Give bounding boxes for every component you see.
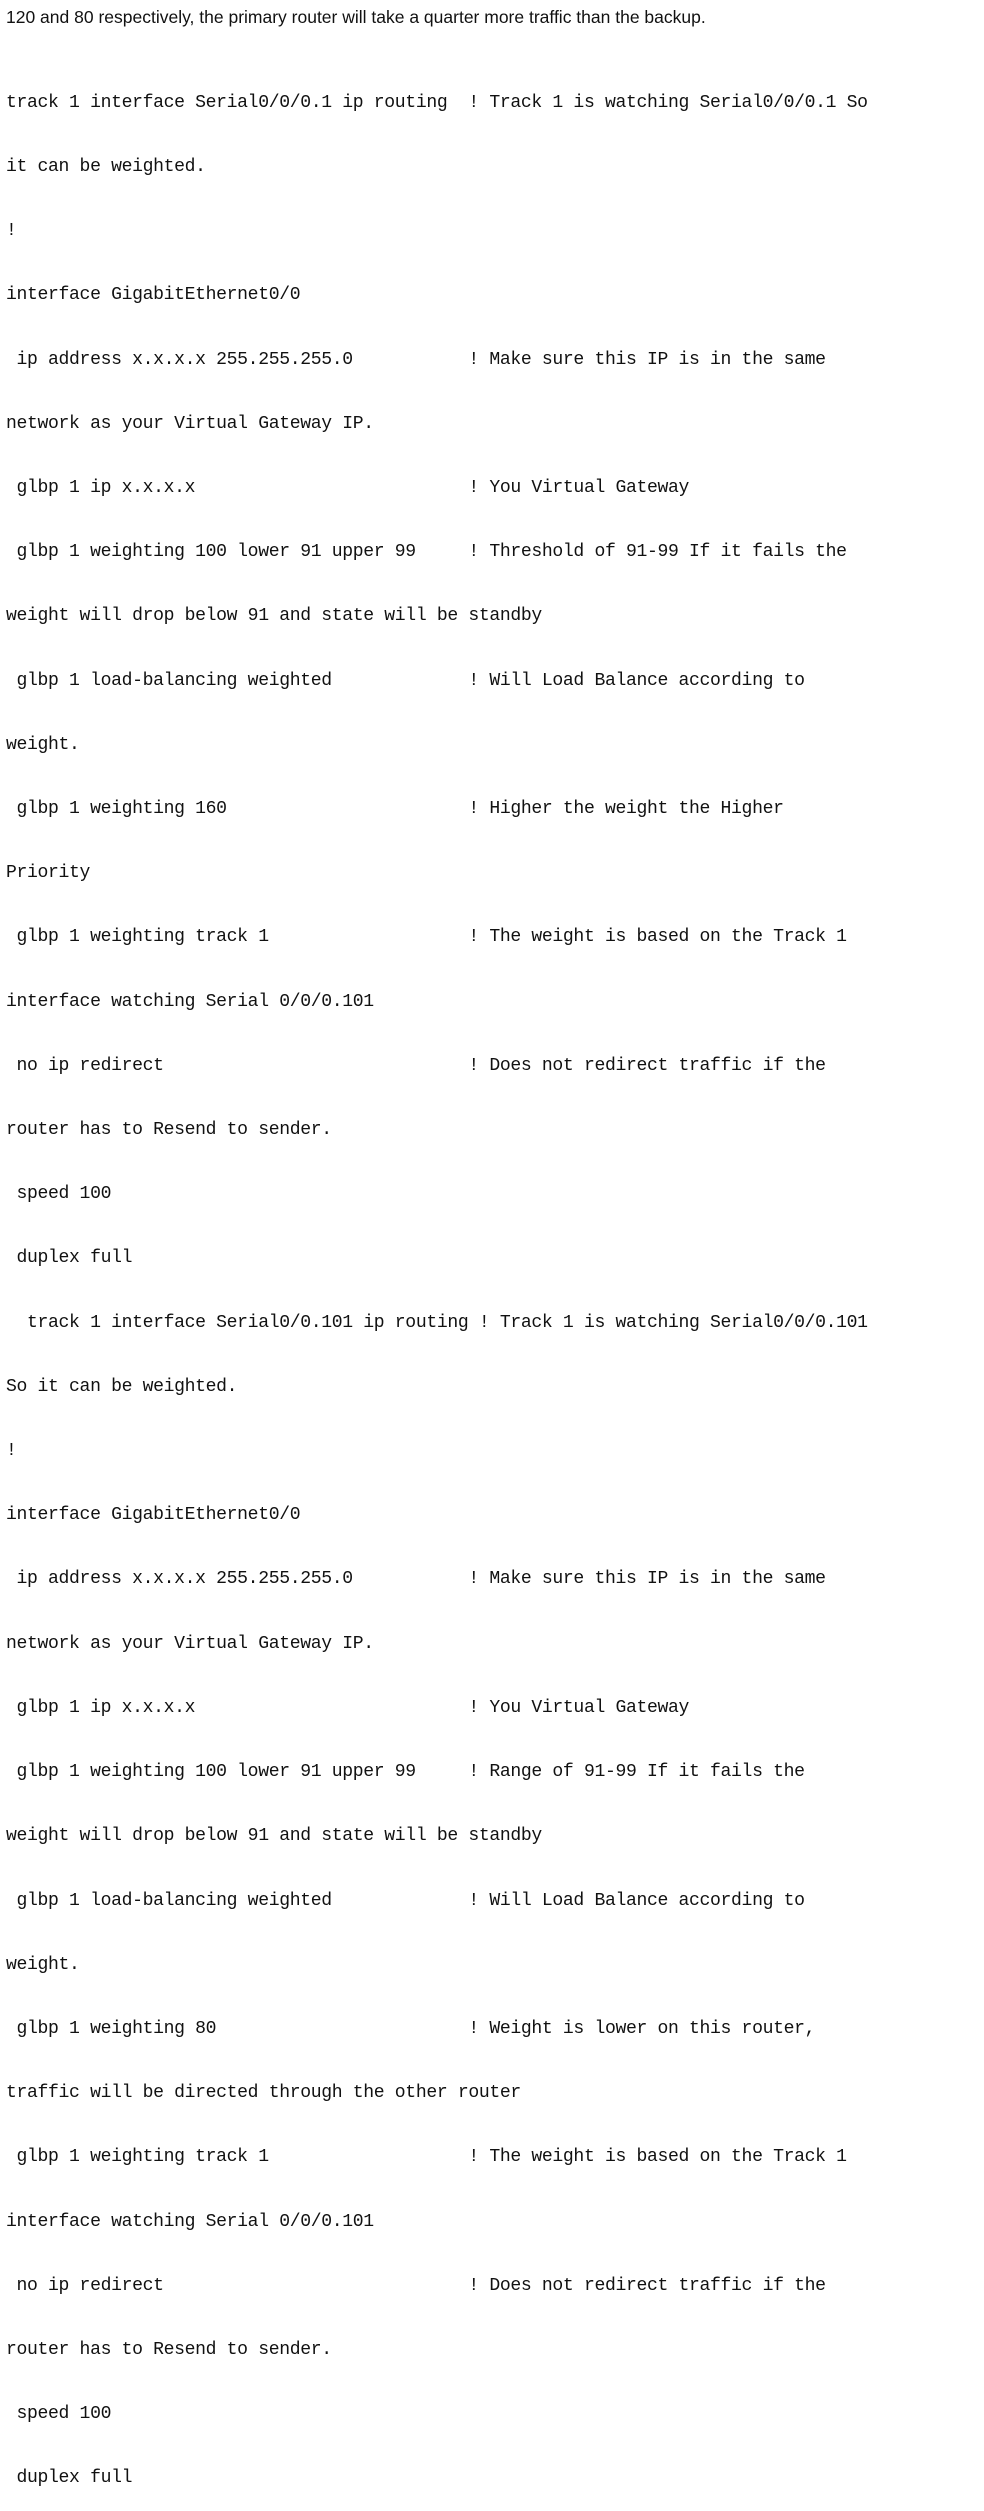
config-line: no ip redirect ! Does not redirect traffic if the <box>6 1055 826 1076</box>
config-line: Priority <box>6 863 91 884</box>
config-line: glbp 1 weighting 80 ! Weight is lower on this router, <box>6 2018 816 2039</box>
config-line: traffic will be directed through the other router <box>6 2083 521 2104</box>
config-line: glbp 1 weighting 100 lower 91 upper 99 ! Range of 91-99 If it fails the <box>6 1762 805 1783</box>
config-line: interface GigabitEthernet0/0 <box>6 1505 301 1526</box>
config-line: weight. <box>6 1954 80 1975</box>
config-line: track 1 interface Serial0/0.101 ip routing ! Track 1 is watching Serial0/0/0.101 <box>6 1312 868 1333</box>
config-line: glbp 1 ip x.x.x.x ! You Virtual Gateway <box>6 478 690 499</box>
config-line: no ip redirect ! Does not redirect traffic if the <box>6 2275 826 2296</box>
config-line: ip address x.x.x.x 255.255.255.0 ! Make sure this IP is in the same <box>6 1569 826 1590</box>
config-line: interface GigabitEthernet0/0 <box>6 285 301 306</box>
config-line: weight. <box>6 734 80 755</box>
intro-text: 120 and 80 respectively, the primary router will take a quarter more traffic than the backup. <box>6 7 706 27</box>
config-line: glbp 1 weighting track 1 ! The weight is based on the Track 1 <box>6 2147 847 2168</box>
config-line: interface watching Serial 0/0/0.101 <box>6 2211 374 2232</box>
config-line: ! <box>6 1441 17 1462</box>
config-line: ! <box>6 221 17 242</box>
config-line: So it can be weighted. <box>6 1376 238 1397</box>
config-line: glbp 1 load-balancing weighted ! Will Load Balance according to <box>6 670 805 691</box>
router-config-listing <box>6 50 984 2511</box>
config-line: speed 100 <box>6 1184 112 1205</box>
config-line: weight will drop below 91 and state will be standby <box>6 1826 542 1847</box>
config-line: interface watching Serial 0/0/0.101 <box>6 991 374 1012</box>
config-line: weight will drop below 91 and state will be standby <box>6 606 542 627</box>
config-line: speed 100 <box>6 2404 112 2425</box>
config-line: glbp 1 weighting 160 ! Higher the weight the Higher <box>6 799 784 820</box>
config-line: router has to Resend to sender. <box>6 2339 332 2360</box>
config-line: glbp 1 weighting 100 lower 91 upper 99 ! Threshold of 91-99 If it fails the <box>6 542 847 563</box>
config-line: network as your Virtual Gateway IP. <box>6 413 374 434</box>
config-line: glbp 1 weighting track 1 ! The weight is based on the Track 1 <box>6 927 847 948</box>
config-line: glbp 1 ip x.x.x.x ! You Virtual Gateway <box>6 1697 690 1718</box>
config-line: ip address x.x.x.x 255.255.255.0 ! Make sure this IP is in the same <box>6 349 826 370</box>
config-line: it can be weighted. <box>6 157 206 178</box>
config-line: router has to Resend to sender. <box>6 1120 332 1141</box>
config-line: network as your Virtual Gateway IP. <box>6 1633 374 1654</box>
config-line: glbp 1 load-balancing weighted ! Will Load Balance according to <box>6 1890 805 1911</box>
config-line: duplex full <box>6 1248 133 1269</box>
config-line: duplex full <box>6 2468 133 2489</box>
config-line: track 1 interface Serial0/0/0.1 ip routing ! Track 1 is watching Serial0/0/0.1 So <box>6 92 868 113</box>
